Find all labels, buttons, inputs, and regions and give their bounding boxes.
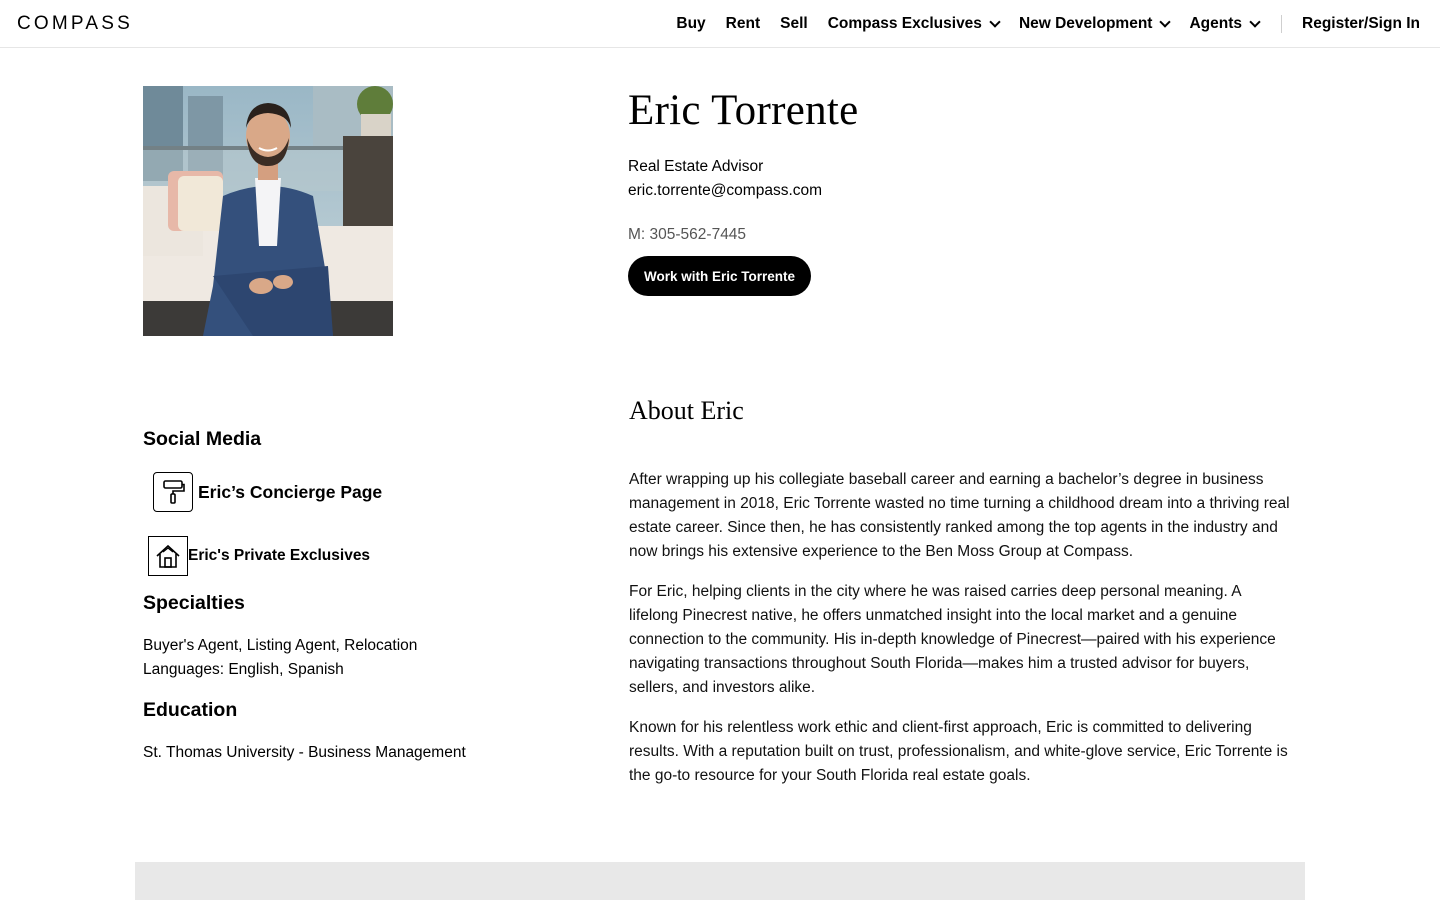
chevron-down-icon	[989, 16, 1000, 27]
register-signin-link[interactable]	[1302, 15, 1420, 33]
about-paragraph: After wrapping up his collegiate baseball career and earning a bachelor’s degree in business management in 2018, Eric Torrente wasted no time turning a childhood dream into a thriving real estate career. Since then, he has consistently ranked among the top agents in the industry and now brings his extensive experience to the Ben Moss Group at Compass.	[629, 471, 1290, 560]
nav-rent[interactable]	[726, 15, 760, 33]
nav-buy-label: Buy	[676, 15, 706, 32]
house-icon	[148, 536, 188, 576]
social-media-heading: Social Media	[143, 428, 262, 450]
specialties-list: Buyer's Agent, Listing Agent, Relocation	[143, 637, 418, 654]
about-body	[629, 468, 1294, 804]
agent-portrait-image	[143, 86, 393, 336]
nav-compass-exclusives-label: Compass Exclusives	[827, 15, 982, 32]
education-heading: Education	[143, 699, 238, 721]
footer-band	[135, 862, 1305, 900]
register-signin-label: Register/Sign In	[1302, 15, 1420, 32]
languages-list: Languages: English, Spanish	[143, 661, 344, 678]
chevron-down-icon	[1249, 16, 1260, 27]
agent-title: Real Estate Advisor	[628, 158, 764, 175]
private-exclusives-link[interactable]	[148, 536, 370, 576]
nav-agents[interactable]	[1189, 15, 1259, 33]
concierge-page-link[interactable]	[153, 472, 382, 512]
about-paragraph: Known for his relentless work ethic and client-first approach, Eric is committed to delivering results. With a reputation built on trust, professionalism, and white-glove service, Eric Torrente is the go-to resource for your South Florida real estate goals.	[629, 719, 1288, 784]
nav-buy[interactable]	[676, 15, 705, 33]
about-heading: About Eric	[629, 396, 744, 425]
nav-compass-exclusives[interactable]	[828, 15, 999, 33]
nav-divider	[1281, 15, 1282, 33]
nav-sell-label: Sell	[780, 15, 808, 32]
work-with-agent-button[interactable]: Work with Eric Torrente	[628, 256, 811, 296]
nav-links	[676, 0, 1420, 48]
nav-rent-label: Rent	[725, 15, 761, 32]
concierge-page-label: Eric’s Concierge Page	[198, 481, 383, 502]
education-text: St. Thomas University - Business Management	[143, 744, 466, 761]
specialties-heading: Specialties	[143, 592, 245, 614]
paint-roller-icon	[153, 472, 193, 512]
agent-email-link[interactable]: eric.torrente@compass.com	[628, 182, 823, 199]
chevron-down-icon	[1160, 16, 1171, 27]
nav-new-development[interactable]	[1019, 15, 1170, 33]
about-paragraph: For Eric, helping clients in the city where he was raised carries deep personal meaning. A lifelong Pinecrest native, he offers unmatched insight into the local market and a genuine connection to the community. His in-depth knowledge of Pinecrest—paired with his experience navigating transactions throughout South Florida—makes him a trusted advisor for buyers, sellers, and investors alike.	[629, 583, 1276, 696]
compass-logo[interactable]: COMPASS	[17, 13, 134, 34]
top-navigation	[0, 0, 1440, 48]
agent-name: Eric Torrente	[628, 87, 859, 134]
private-exclusives-label: Eric's Private Exclusives	[188, 547, 371, 564]
agent-phone-link[interactable]: M: 305-562-7445	[628, 226, 747, 243]
agent-photo	[143, 86, 393, 336]
nav-sell[interactable]	[780, 15, 808, 33]
nav-new-development-label: New Development	[1018, 15, 1153, 32]
nav-agents-label: Agents	[1189, 15, 1242, 32]
